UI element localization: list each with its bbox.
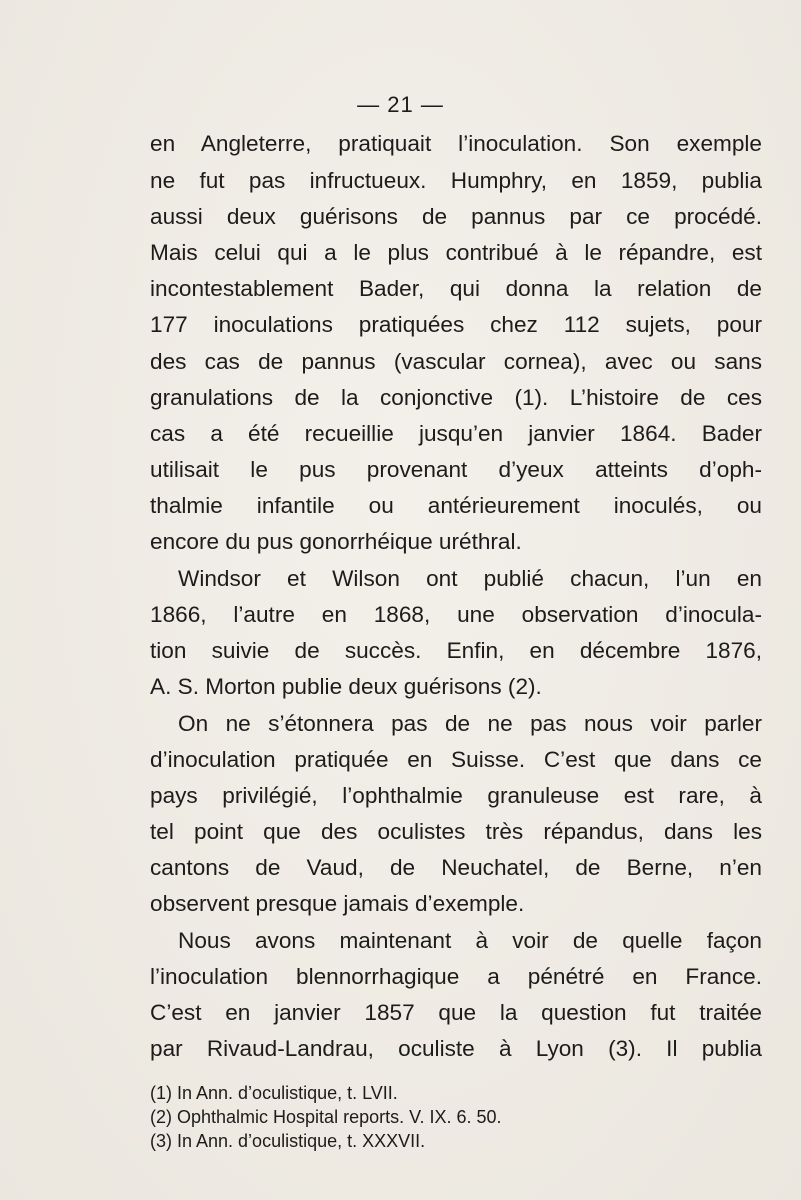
text-line: observent presque jamais d’exemple. xyxy=(150,891,525,916)
text-line: 1866, l’autre en 1868, une observation d’inocula- xyxy=(150,602,762,627)
text-line: d’inoculation pratiquée en Suisse. C’est que dans ce xyxy=(150,747,762,772)
text-line: 177 inoculations pratiquées chez 112 sujets, pour xyxy=(150,312,762,337)
footnote: (3) In Ann. d’oculistique, t. XXXVII. xyxy=(150,1131,426,1151)
text-line: ne fut pas infructueux. Humphry, en 1859, publia xyxy=(150,168,762,193)
text-line: C’est en janvier 1857 que la question fut traitée xyxy=(150,1000,762,1025)
text-line: tion suivie de succès. Enfin, en décembre 1876, xyxy=(150,638,762,663)
footnote: (2) Ophthalmic Hospital reports. V. IX. 6. 50. xyxy=(150,1107,502,1127)
text-line: utilisait le pus provenant d’yeux atteints d’oph- xyxy=(150,457,762,482)
text-line: pays privilégié, l’ophthalmie granuleuse est rare, à xyxy=(150,783,762,808)
text-line: encore du pus gonorrhéique uréthral. xyxy=(150,529,522,554)
text-line: par Rivaud-Landrau, oculiste à Lyon (3). Il publia xyxy=(150,1036,762,1061)
page-number: — 21 — xyxy=(357,92,444,117)
text-line: Nous avons maintenant à voir de quelle façon xyxy=(178,928,762,953)
text-line: l’inoculation blennorrhagique a pénétré en France. xyxy=(150,964,762,989)
text-line: aussi deux guérisons de pannus par ce procédé. xyxy=(150,204,762,229)
text-line: cantons de Vaud, de Neuchatel, de Berne, n’en xyxy=(150,855,762,880)
footnote: (1) In Ann. d’oculistique, t. LVII. xyxy=(150,1083,398,1103)
text-line: tel point que des oculistes très répandus, dans les xyxy=(150,819,762,844)
text-line: granulations de la conjonctive (1). L’histoire de ces xyxy=(150,385,762,410)
text-line: des cas de pannus (vascular cornea), avec ou sans xyxy=(150,349,762,374)
text-line: Windsor et Wilson ont publié chacun, l’un en xyxy=(178,566,762,591)
text-line: incontestablement Bader, qui donna la relation de xyxy=(150,276,762,301)
text-line: On ne s’étonnera pas de ne pas nous voir parler xyxy=(178,711,762,736)
text-line: Mais celui qui a le plus contribué à le répandre, est xyxy=(150,240,762,265)
text-line: en Angleterre, pratiquait l’inoculation. Son exemple xyxy=(150,131,762,156)
text-line: thalmie infantile ou antérieurement inoculés, ou xyxy=(150,493,762,518)
text-line: cas a été recueillie jusqu’en janvier 1864. Bader xyxy=(150,421,762,446)
text-line: A. S. Morton publie deux guérisons (2). xyxy=(150,674,542,699)
